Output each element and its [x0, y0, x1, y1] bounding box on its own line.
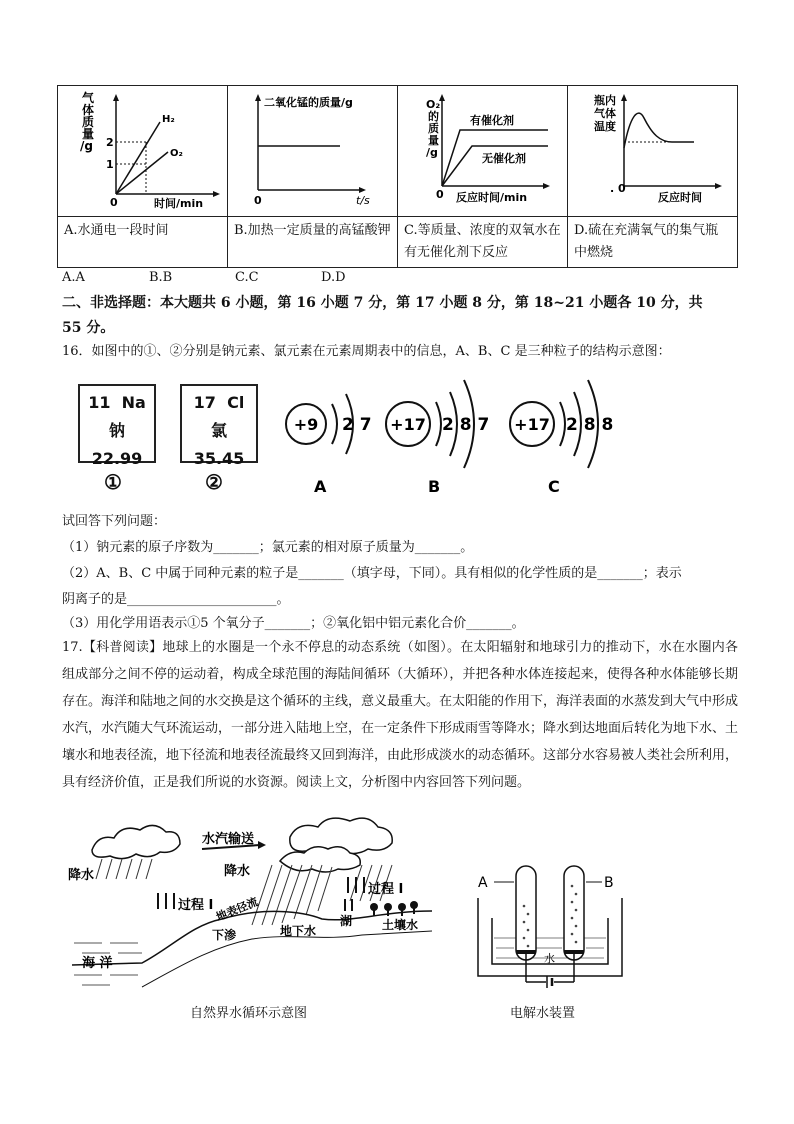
svg-text:水汽输送: 水汽输送 — [202, 832, 255, 847]
section-title-line1: 二、非选择题：本大题共 6 小题，第 16 小题 7 分，第 17 小题 8 分，第 18~21 小题各 10 分，共 — [62, 295, 703, 311]
o2-line — [116, 152, 168, 194]
q16-part1: （1）钠元素的原子序数为_______；氯元素的相对原子质量为_______。 — [62, 540, 474, 555]
graph-b-ylabel: 二氧化锰的质量/g — [264, 96, 353, 109]
graph-b — [228, 86, 398, 217]
svg-text:地下水: 地下水 — [280, 924, 317, 938]
q17-passage: 17.【科普阅读】地球上的水圈是一个永不停息的动态系统（如图）。在太阳辐射和地球引力的推动下，水在水圈内各组成部分之间不停的运动着，构成全球范围的海陆间循环（大循环），并把各种水体连接起来，使得各种水体能够长期存在。海洋和陆地之间的水交换是这个循环的主线，意义最重大。在太阳能的作用下，海洋表面的水蒸发到大气中形成水汽，水汽随大气环流运动，一部分进入陆地上空，在一定条件下形成雨雪等降水；降水到达地面后转化为地下水、土壤水和地表径流，地下径流和地表径流最终又回到海洋，由此形成淡水的动态循环。这部分水容易被人类社会所利用，具有经济价值，正是我们所说的水资源。阅读上文，分析图中内容回答下列问题。 — [62, 640, 739, 790]
svg-text:水: 水 — [544, 952, 555, 965]
electrolysis-caption: 电解水装置 — [510, 1006, 576, 1021]
temperature-line — [624, 113, 694, 148]
svg-text:海 洋: 海 洋 — [82, 956, 113, 971]
h2-line — [116, 122, 160, 194]
graph-b-xlabel: t/s — [356, 194, 370, 207]
graph-a-origin: 0 — [110, 196, 118, 209]
svg-text:过程 I: 过程 I — [178, 898, 214, 913]
atom-b — [386, 380, 489, 496]
svg-text:+9: +9 — [293, 415, 319, 434]
tick-2: 2 — [106, 136, 114, 149]
svg-text:降水: 降水 — [224, 864, 251, 879]
svg-text:过程 I: 过程 I — [368, 882, 404, 897]
svg-text:B: B — [428, 477, 441, 496]
graph-c — [398, 86, 568, 217]
caption-a: A.水通电一段时间 — [58, 217, 228, 268]
series-catalyst: 有催化剂 — [470, 114, 514, 127]
graph-c-chart — [398, 86, 566, 212]
series-o2: O₂ — [170, 148, 183, 159]
graph-a — [58, 86, 228, 217]
option-b[interactable]: B.B — [149, 270, 173, 285]
graph-a-xlabel: 时间/min — [154, 197, 204, 210]
svg-text:2 7: 2 7 — [342, 415, 372, 435]
svg-text:2 8 8: 2 8 8 — [566, 415, 614, 435]
svg-text:+17: +17 — [514, 415, 550, 434]
option-c[interactable]: C.C — [235, 270, 259, 285]
element-card-na: 11 Na 钠 22.99 — [78, 384, 156, 463]
electrolysis-diagram — [470, 862, 640, 992]
water-cycle-diagram — [62, 815, 432, 995]
caption-b: B.加热一定质量的高锰酸钾 — [228, 217, 398, 268]
svg-text:下渗: 下渗 — [212, 928, 237, 942]
graph-d-xlabel: 反应时间 — [658, 191, 702, 204]
q16-part3: （3）用化学用语表示①5 个氧分子_______；②氧化铝中铝元素化合价_______。 — [62, 616, 525, 631]
atom-structures — [270, 372, 630, 496]
caption-c: C.等质量、浓度的双氧水在有无催化剂下反应 — [398, 217, 568, 268]
graph-d-chart — [568, 86, 736, 212]
svg-text:土壤水: 土壤水 — [382, 918, 419, 932]
graph-c-xlabel: 反应时间/min — [456, 191, 528, 204]
q16-stem: 16．如图中的①、②分别是钠元素、氯元素在元素周期表中的信息，A、B、C 是三种粒子的结构示意图： — [62, 344, 671, 359]
graph-a-ylabel: 气体质量/g — [80, 91, 95, 153]
svg-text:A: A — [314, 477, 327, 496]
series-h2: H₂ — [162, 114, 175, 125]
caption-d: D.硫在充满氧气的集气瓶中燃烧 — [568, 217, 738, 268]
tick-1: 1 — [106, 158, 114, 171]
options-table — [57, 85, 738, 268]
graph-b-origin: 0 — [254, 194, 262, 207]
element-card-cl: 17 Cl 氯 35.45 — [180, 384, 258, 463]
svg-text:湖: 湖 — [340, 914, 353, 928]
option-a[interactable]: A.A — [62, 270, 85, 285]
svg-text:C: C — [548, 477, 560, 496]
graph-d — [568, 86, 738, 217]
graph-c-ylabel: O₂ 的质量/g — [426, 98, 441, 159]
svg-text:2 8 7: 2 8 7 — [442, 415, 490, 435]
graph-b-chart — [228, 86, 396, 212]
atom-c — [510, 380, 613, 496]
graph-d-ylabel: 瓶内气体温度 — [594, 94, 616, 133]
water-cycle-caption: 自然界水循环示意图 — [190, 1006, 308, 1021]
graph-c-origin: 0 — [436, 188, 444, 201]
card-label-2: ② — [205, 470, 223, 494]
graph-d-origin: . 0 — [610, 182, 626, 195]
atom-a — [286, 394, 372, 496]
q16-part2-line2: 阴离子的是_______________________。 — [62, 592, 290, 607]
svg-text:地表径流: 地表径流 — [214, 895, 260, 924]
option-d[interactable]: D.D — [321, 270, 346, 285]
section-title-line2: 55 分。 — [62, 320, 115, 336]
series-no-catalyst: 无催化剂 — [482, 152, 526, 165]
q16-prompt: 试回答下列问题： — [62, 514, 167, 529]
card-label-1: ① — [104, 470, 122, 494]
graph-a-chart — [58, 86, 226, 212]
svg-text:降水: 降水 — [68, 868, 95, 883]
svg-text:A: A — [478, 875, 488, 891]
svg-text:+17: +17 — [390, 415, 426, 434]
q16-part2-line1: （2）A、B、C 中属于同种元素的粒子是_______（填字母，下同）。具有相似的化学性质的是_______；表示 — [62, 566, 682, 581]
svg-text:B: B — [604, 875, 614, 891]
